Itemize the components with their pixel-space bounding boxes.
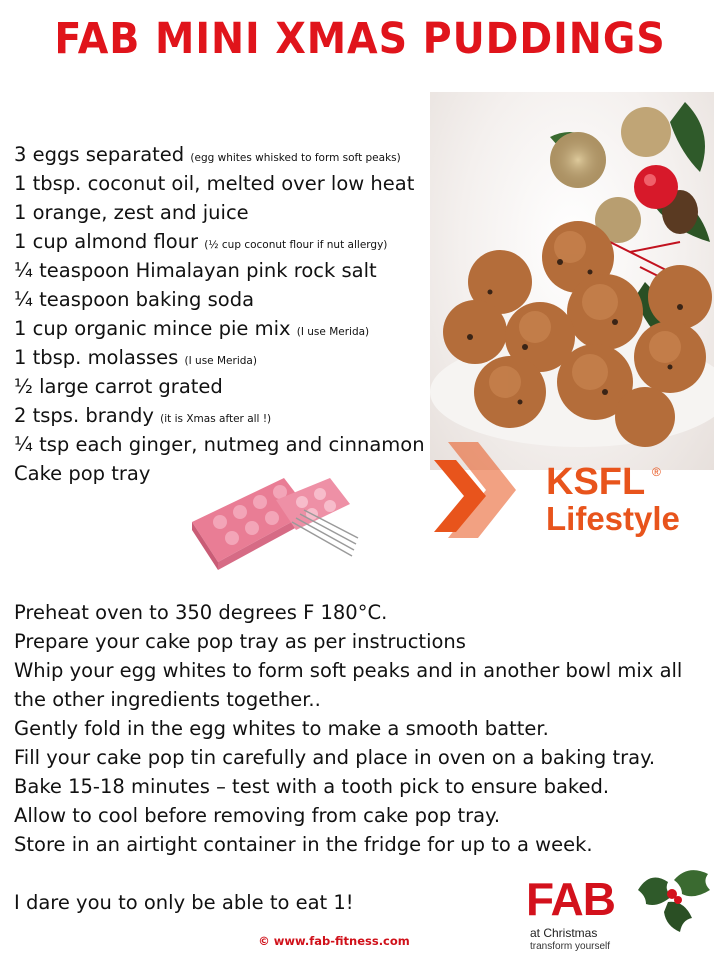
fab-christmas-logo	[520, 860, 720, 960]
ingredient-item: ¼ tsp each ginger, nutmeg and cinnamon	[14, 433, 425, 456]
instruction-step: Whip your egg whites to form soft peaks and in another bowl mix all the other ingredients together..	[14, 659, 683, 711]
ingredient-item: 1 orange, zest and juice	[14, 201, 249, 224]
instruction-step: Fill your cake pop tin carefully and place in oven on a baking tray.	[14, 746, 656, 769]
lifestyle-logo-text: Lifestyle	[546, 500, 680, 537]
ingredient-item: Cake pop tray	[14, 462, 151, 485]
ingredient-item: 1 tbsp. molasses (I use Merida)	[14, 346, 257, 369]
ingredient-item: 1 cup almond flour (½ cup coconut flour if nut allergy)	[14, 230, 388, 253]
pudding-photo	[430, 92, 714, 470]
ingredient-item: 3 eggs separated (egg whites whisked to form soft peaks)	[14, 143, 401, 166]
ingredient-item: 1 tbsp. coconut oil, melted over low heat	[14, 172, 415, 195]
ingredient-item: ¼ teaspoon baking soda	[14, 288, 255, 311]
ingredient-item: 1 cup organic mince pie mix (I use Merida)	[14, 317, 370, 340]
ingredient-list	[14, 140, 434, 488]
cake-pop-tray-image	[184, 470, 360, 580]
ingredient-item: ½ large carrot grated	[14, 375, 223, 398]
instruction-step: Preheat oven to 350 degrees F 180°C.	[14, 601, 388, 624]
registered-mark: ®	[652, 465, 661, 479]
fab-logo-line1: at Christmas	[530, 926, 598, 940]
fab-logo-line2: transform yourself	[530, 941, 611, 952]
footer-website-link[interactable]: © www.fab-fitness.com	[258, 934, 410, 948]
fab-logo-word: FAB	[526, 873, 615, 925]
page-title: FAB MINI XMAS PUDDINGS	[54, 14, 666, 64]
ksfl-logo-text: KSFL	[546, 461, 646, 503]
holly-icon	[628, 860, 718, 940]
instruction-step: Bake 15-18 minutes – test with a tooth pick to ensure baked.	[14, 775, 610, 798]
instruction-step: Gently fold in the egg whites to make a smooth batter.	[14, 717, 549, 740]
closing-line: I dare you to only be able to eat 1!	[14, 891, 354, 914]
instruction-list	[14, 598, 714, 859]
instruction-step: Prepare your cake pop tray as per instructions	[14, 630, 466, 653]
ingredient-item: ¼ teaspoon Himalayan pink rock salt	[14, 259, 377, 282]
ingredient-item: 2 tsps. brandy (it is Xmas after all !)	[14, 404, 272, 427]
ksfl-lifestyle-logo	[430, 430, 714, 550]
instruction-step: Allow to cool before removing from cake pop tray.	[14, 804, 501, 827]
instruction-step: Store in an airtight container in the fridge for up to a week.	[14, 833, 593, 856]
